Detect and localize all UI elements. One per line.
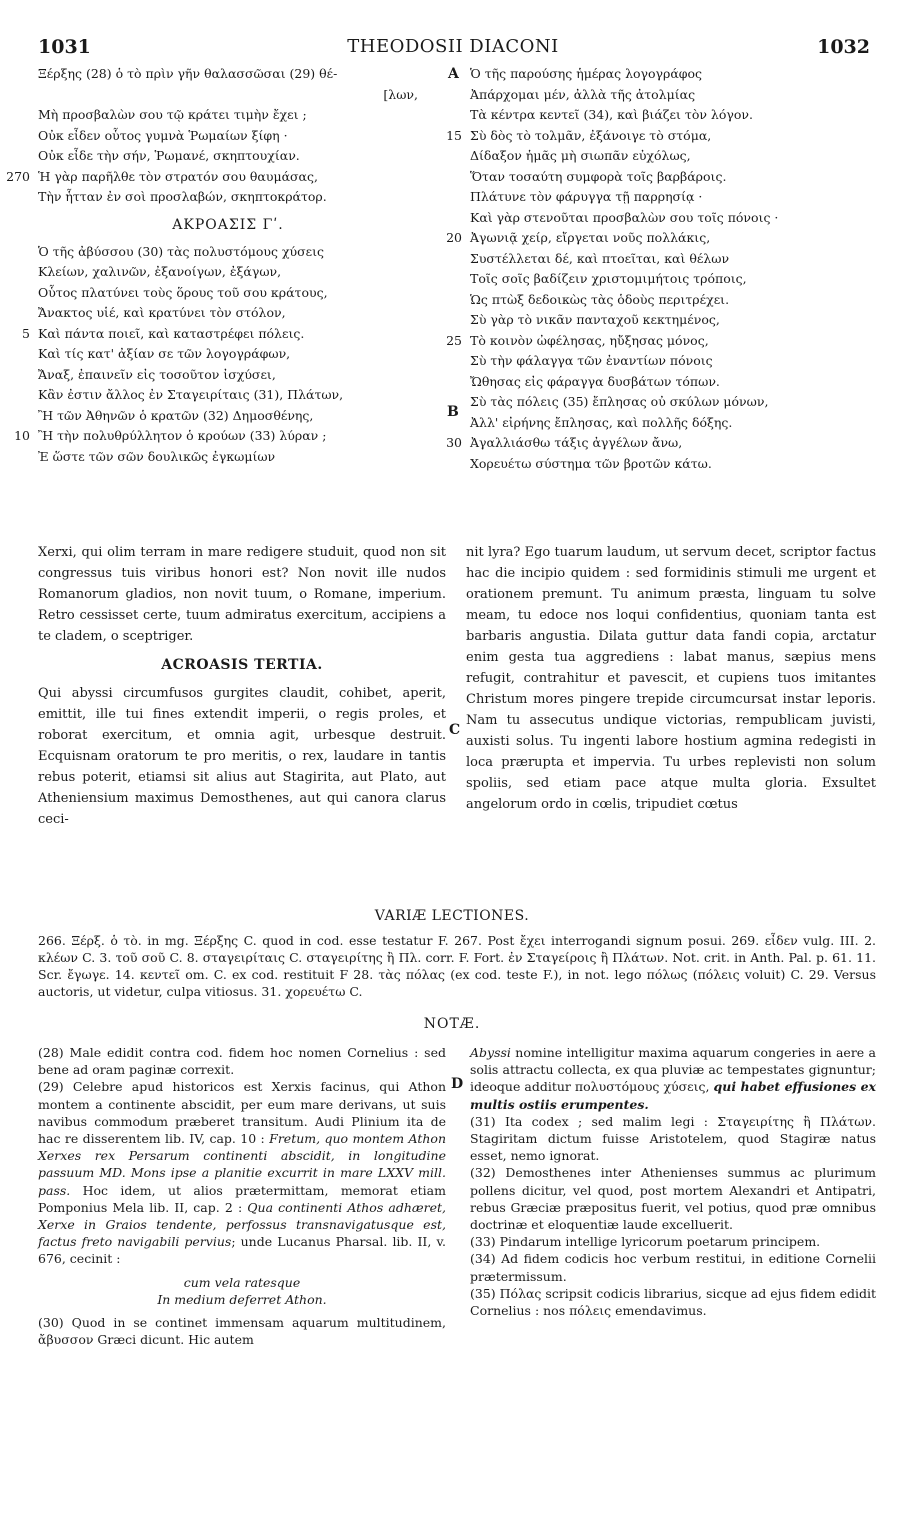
- verse-line: [470, 454, 882, 475]
- latin-text-left-column: [38, 542, 446, 830]
- verse-text: Τὸ κοινὸν ὠφέλησας, ηὔξησας μόνος,: [470, 332, 709, 348]
- verse-text: Ὁ τῆς ἀβύσσου (30) τὰς πολυστόμους χύσεις: [38, 243, 325, 259]
- verse-text: Οὐκ εἶδεν οὗτος γυμνὰ Ῥωμαίων ξίφη ·: [38, 127, 288, 143]
- line-number: 20: [446, 230, 462, 245]
- verse-line: [6, 167, 458, 188]
- line-number: 15: [446, 127, 462, 143]
- verse-text: Μὴ προσβαλὼν σου τῷ κράτει τιμὴν ἔχει ;: [38, 107, 307, 122]
- page-number-right: 1032: [817, 36, 870, 58]
- verse-text: Σὺ τὰς πόλεις (35) ἔπλησας οὐ σκύλων μόνων,: [470, 394, 769, 409]
- variae-lectiones-text: 266. Ξέρξ. ὁ τὸ. in mg. Ξέρξης C. quod in cod. esse testatur F. 267. Post ἔχει interrogandi signum posui. 269. εἶδεν vulg. III. 2. κλέων C. 3. τοῦ σοῦ C. 8. σταγειρίταις C. σταγειρίτης ἢ Πλ. corr. F. Fort. ἐν Σταγείροις ἢ Πλάτων. Not. crit. in Anth. Pal. p. 61. 11. Scr. ἔγωγε. 14. κεντεῖ om. C. ex cod. restituit F 28. τὰς πόλας (ex cod. teste F.), in not. lego πόλως (πόλεις voluit) C. 29. Versus auctoris, ut videtur, culpa vitiosus. 31. χορευέτω C.: [38, 933, 876, 999]
- verse-text: Καὶ γὰρ στενοῦται προσβαλὼν σου τοῖς πόνοις ·: [470, 209, 779, 225]
- verse-text: Τὰ κέντρα κεντεῖ (34), καὶ βιάζει τὸν λόγον.: [470, 107, 753, 122]
- line-number: 25: [446, 332, 462, 348]
- verse-line: [470, 269, 882, 290]
- note-text: ; unde Lucanus Pharsal. lib. II, v. 676, cecinit :: [38, 1234, 446, 1267]
- verse-text: Ἄνακτος υἱέ, καὶ κρατύνει τὸν στόλον,: [38, 305, 286, 320]
- verse-text: Τοῖς σοῖς βαδίζειν χριστομιμήτοις τρόποις,: [470, 271, 747, 286]
- verse-text: Ἄναξ, ἐπαινεῖν εἰς τοσοῦτον ἰσχύσει,: [38, 366, 276, 382]
- verse-line: [38, 447, 458, 468]
- greek-text-left-column: [6, 64, 458, 467]
- verse-text: Ἐ ὥστε τῶν σῶν δουλικῶς ἐγκωμίων: [38, 448, 276, 464]
- verse-line: In medium deferret Athon.: [157, 1291, 327, 1307]
- verse-text: Ὤθησας εἰς φάραγγα δυσβάτων τόπων.: [470, 373, 720, 389]
- latin-text-right-column: [466, 542, 876, 815]
- verse-line: [446, 433, 882, 454]
- verse-line: [470, 351, 882, 372]
- verse-text: Ἡ γὰρ παρῆλθε τὸν στρατόν σου θαυμάσας,: [38, 168, 318, 184]
- note-32: (32) Demosthenes inter Athenienses summus ac plurimum pollens dicitur, vel quod, post mortem Alexandri et Antipatri, rebus Græciæ præpositus fuerit, vel potius, quod præ omnibus doctrinæ et eloquentiæ laude excelluerit.: [470, 1165, 876, 1233]
- latin-section-heading: ACROASIS TERTIA.: [161, 657, 323, 673]
- verse-line: [38, 187, 458, 208]
- note-31: (31) Ita codex ; sed malim legi : Σταγειρίτης ἢ Πλάτων. Stagiritam dictum fuisse Aristotelem, quod Stagiræ natus esset, nemo ignorat.: [470, 1113, 876, 1164]
- verse-line: [38, 283, 458, 304]
- verse-text: Ἢ τῶν Ἀθηνῶν ὁ κρατῶν (32) Δημοσθένης,: [38, 407, 314, 423]
- verse-line: [470, 64, 882, 85]
- verse-line: [470, 167, 882, 188]
- line-number: 5: [22, 325, 30, 341]
- note-text: nomine intelligitur maxima aquarum congeries in aere a solis attractu collecta, ex qua pluviæ ac tempestates gignuntur; ideoque additur πολυστόμους χύσεις,: [470, 1045, 876, 1095]
- greek-text-right-column: [446, 64, 882, 474]
- verse-line: [38, 385, 458, 406]
- verse-line: [470, 392, 882, 413]
- verse-text: Σὺ τὴν φάλαγγα τῶν ἐναντίων πόνοις: [470, 353, 713, 368]
- line-number: 10: [14, 428, 30, 443]
- verse-text: Ἢ τὴν πολυθρύλλητον ὁ κρούων (33) λύραν ;: [38, 428, 327, 443]
- verse-line: [470, 290, 882, 311]
- note-35: (35) Πόλας scripsit codicis librarius, sicque ad ejus fidem edidit Cornelius : nos πόλεις emendavimus.: [470, 1285, 876, 1319]
- verse-line: [446, 228, 882, 249]
- note-text: (29) Celebre apud historicos est Xerxis facinus, qui Athon montem a continente abscidit, per eum mare derivans, ut suis navibus commodum præberet transitum. Audi Plinium ita de hac re disserentem lib. IV, cap. 10 :: [38, 1079, 446, 1147]
- verse-line: [446, 126, 882, 147]
- verse-line: cum vela ratesque: [183, 1274, 301, 1290]
- verse-text: Χορευέτω σύστημα τῶν βροτῶν κάτω.: [470, 455, 712, 471]
- line-number: 30: [446, 435, 462, 450]
- margin-marker-d: D: [451, 1076, 464, 1092]
- verse-line: [470, 310, 882, 331]
- verse-line: [470, 105, 882, 126]
- note-quote: Abyssi: [470, 1045, 511, 1060]
- verse-text: Κλείων, χαλινῶν, ἐξανοίγων, ἐξάγων,: [38, 264, 282, 279]
- note-34: (34) Ad fidem codicis hoc verbum restitui, in editione Cornelii prætermissum.: [470, 1251, 876, 1284]
- note-29: [38, 1078, 446, 1267]
- latin-paragraph: Xerxi, qui olim terram in mare redigere studuit, quod non sit congressus tuis viribus honori est? Non novit ille nudos Romanorum gladios, non novit tuum, o Romane, imperium. Retro cessisset certe, tuum admiratus exercitum, accipiens a te cladem, o sceptriger.: [38, 545, 446, 644]
- margin-marker-c: C: [449, 722, 461, 738]
- notae-heading: NOTÆ.: [423, 1016, 481, 1032]
- verse-text: Δίδαξον ἡμᾶς μὴ σιωπᾶν εὐχόλως,: [470, 148, 691, 163]
- verse-line: [38, 85, 458, 106]
- margin-marker-a: A: [448, 66, 459, 82]
- verse-text: Κἂν ἐστιν ἄλλος ἐν Σταγειρίταις (31), Πλάτων,: [38, 387, 344, 402]
- note-30-continued: [470, 1044, 876, 1113]
- verse-line: [38, 64, 458, 85]
- verse-line: [470, 187, 882, 208]
- verse-text: Καὶ πάντα ποιεῖ, καὶ καταστρέφει πόλεις.: [38, 325, 305, 341]
- verse-text: Ἀπάρχομαι μέν, ἀλλὰ τῆς ἀτολμίας: [470, 86, 696, 102]
- verse-text: Οὗτος πλατύνει τοὺς ὅρους τοῦ σου κράτους,: [38, 284, 328, 300]
- verse-line: [470, 146, 882, 167]
- note-text: Hoc idem, ut alios prætermittam, memorat etiam Pomponius Mela lib. II, cap. 2 :: [38, 1182, 446, 1215]
- verse-line: [38, 365, 458, 386]
- verse-line: [38, 344, 458, 365]
- verse-text: Συστέλλεται δέ, καὶ πτοεῖται, καὶ θέλων: [470, 250, 730, 266]
- verse-text: Ἀγωνιᾷ χείρ, εἴργεται νοῦς πολλάκις,: [470, 230, 711, 245]
- margin-marker-b: B: [447, 404, 459, 420]
- verse-line: [470, 249, 882, 270]
- latin-paragraph: nit lyra? Ego tuarum laudum, ut servum decet, scriptor factus hac die incipio quidem : sed formidinis stimuli me urgent et orationem premunt. Tu animum præsta, linguam tu solve meam, tu edoce nos loqui confidentius, quoniam tanta est barbaris angustia. Dilata guttur data fandi copia, arctatur enim gesta tua aggrediens : labat manus, sæpius mens refugit, contrahitur et pavescit, et cupiens tuos imitantes Christum mores pingere trepide circumcursat instar leporis. Nam tu assecutus undique victorias, rempublicam juvisti, auxisti solus. Tu ingenti labore hostium agmina redegisti in loca prærupta et impervia. Tu urbes replevisti non solum spoliis, sed etiam pace atque multa gloria. Exsultet angelorum ordo in cœlis, tripudiet cœtus: [466, 545, 876, 812]
- line-number: 270: [6, 168, 30, 184]
- verse-text: Σὺ γὰρ τὸ νικᾶν πανταχοῦ κεκτημένος,: [470, 312, 720, 327]
- verse-line: [38, 105, 458, 126]
- verse-text: Πλάτυνε τὸν φάρυγγα τῇ παρρησίᾳ ·: [470, 189, 703, 204]
- verse-line: [38, 262, 458, 283]
- notes-right-column: [470, 1044, 876, 1319]
- verse-line: [38, 242, 458, 263]
- note-quote: Qua continenti Athos adhæret, Xerxe in Graios tendente, perfossus transnavigatusque est, factus freto navigabili pervius: [38, 1199, 446, 1250]
- note-33: (33) Pindarum intellige lyricorum poetarum principem.: [470, 1234, 821, 1250]
- verse-text: Καὶ τίς κατ' ἀξίαν σε τῶν λογογράφων,: [38, 346, 291, 361]
- verse-text: Ὅταν τοσαύτη συμφορὰ τοῖς βαρβάροις.: [470, 168, 727, 184]
- note-quote: Fretum, quo montem Athon Xerxes rex Persarum continenti abscidit, in longitudine passuum MD. Mons ipse a planitie excurrit in mare LXXV mill. pass.: [38, 1131, 446, 1198]
- verse-text: Ξέρξης (28) ὁ τὸ πρὶν γῆν θαλασσῶσαι (29) θέ-: [38, 66, 338, 81]
- page-number-left: 1031: [38, 36, 91, 58]
- verse-line: [38, 303, 458, 324]
- variae-lectiones-heading: VARIÆ LECTIONES.: [374, 908, 530, 924]
- verse-text: Οὐκ εἶδε τὴν σήν, Ῥωμανέ, σκηπτουχίαν.: [38, 148, 300, 163]
- note-28: (28) Male edidit contra cod. fidem hoc nomen Cornelius : sed bene ad oram paginæ correxit.: [38, 1045, 446, 1078]
- latin-paragraph: Qui abyssi circumfusos gurgites claudit, cohibet, aperit, emittit, ille tui fines extendit imperii, o regis proles, et roborat exercitum, et omnia agit, urbesque destruit. Ecquisnam oratorum te pro meritis, o rex, laudare in tantis rebus poterit, etiamsi sit alius aut Stagirita, aut Plato, aut Atheniensium maximus Demosthenes, aut qui canora clarus ceci-: [38, 686, 446, 827]
- verse-line: [446, 331, 882, 352]
- note-30: (30) Quod in se continet immensam aquarum multitudinem, ἄβυσσον Græci dicunt. Hic autem: [38, 1315, 446, 1348]
- verse-text: Ἀγαλλιάσθω τάξις ἀγγέλων ἄνω,: [470, 435, 683, 450]
- verse-text: [λων,: [383, 86, 418, 102]
- verse-line: [22, 324, 458, 345]
- notes-left-column: [38, 1044, 446, 1348]
- verse-line: [38, 406, 458, 427]
- verse-line: [38, 126, 458, 147]
- verse-line: [470, 372, 882, 393]
- running-title: THEODOSII DIACONI: [347, 36, 559, 57]
- verse-text: Ὁ τῆς παρούσης ἡμέρας λογογράφος: [470, 66, 703, 81]
- page-header: [30, 36, 876, 64]
- verse-text: Σὺ δὸς τὸ τολμᾶν, ἐξάνοιγε τὸ στόμα,: [470, 127, 712, 143]
- verse-line: [470, 413, 882, 434]
- note-quote: qui habet effusiones ex multis ostiis erumpentes.: [470, 1079, 876, 1112]
- verse-line: [470, 85, 882, 106]
- verse-text: Ἀλλ' εἰρήνης ἔπλησας, καὶ πολλῆς δόξης.: [470, 414, 733, 430]
- verse-text: Τὴν ἧτταν ἐν σοὶ προσλαβών, σκηπτοκράτορ.: [38, 189, 327, 204]
- greek-section-heading: ΑΚΡΟΑΣΙΣ Γʹ.: [172, 216, 284, 233]
- verse-line: [14, 426, 458, 447]
- verse-line: [38, 146, 458, 167]
- verse-line: [470, 208, 882, 229]
- verse-text: Ὡς πτὼξ δεδοικὼς τὰς ὁδοὺς περιτρέχει.: [470, 291, 730, 307]
